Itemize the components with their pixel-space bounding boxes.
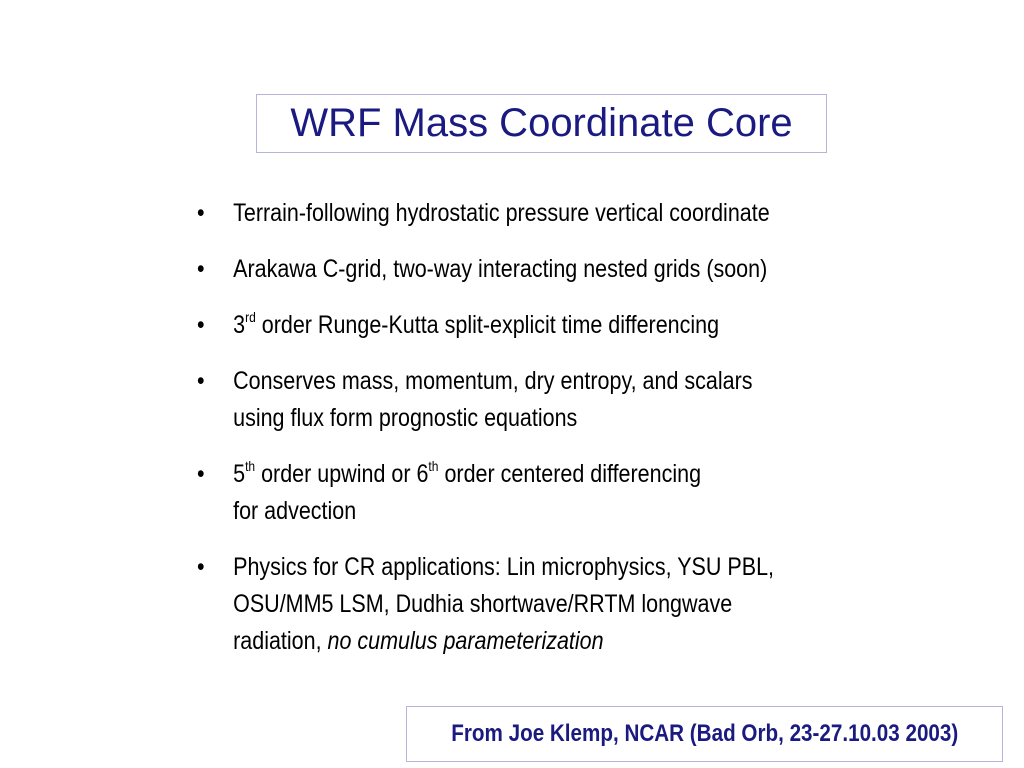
bullet-icon: •	[197, 199, 205, 227]
bullet-list	[197, 195, 816, 679]
bullet-icon: •	[197, 255, 205, 283]
slide-title: WRF Mass Coordinate Core	[290, 101, 793, 145]
item-text-c: order centered differencing	[438, 460, 702, 488]
list-item	[197, 456, 816, 530]
item-text-line-2: using flux form prognostic equations	[233, 404, 578, 432]
item-text-plain: radiation,	[233, 627, 328, 655]
item-text-line-1: Physics for CR applications: Lin microphysics, YSU PBL,	[233, 553, 775, 581]
item-text-pre: 3	[233, 311, 246, 339]
list-item	[197, 195, 816, 232]
bullet-icon: •	[197, 367, 205, 395]
item-text: Terrain-following hydrostatic pressure vertical coordinate	[233, 199, 770, 227]
list-item	[197, 549, 816, 660]
item-text-a: 5	[233, 460, 246, 488]
item-text-line-1: Conserves mass, momentum, dry entropy, and scalars	[233, 367, 753, 395]
item-text: Arakawa C-grid, two-way interacting nested grids (soon)	[233, 255, 768, 283]
footer-box	[406, 706, 1003, 762]
list-item	[197, 251, 816, 288]
item-text-line-1	[233, 456, 816, 493]
list-item	[197, 363, 816, 437]
ordinal-suffix: th	[245, 458, 256, 474]
item-text-line-3	[233, 623, 816, 660]
bullet-icon: •	[197, 553, 205, 581]
bullet-icon: •	[197, 311, 205, 339]
ordinal-suffix: th	[428, 458, 439, 474]
list-item	[197, 307, 816, 344]
source-credit: From Joe Klemp, NCAR (Bad Orb, 23-27.10.03 2003)	[450, 720, 958, 747]
item-text-italic: no cumulus parameterization	[327, 627, 604, 655]
item-text-b: order upwind or 6	[255, 460, 429, 488]
item-text-line-2: for advection	[233, 497, 357, 525]
title-box	[256, 94, 827, 153]
bullet-icon: •	[197, 460, 205, 488]
ordinal-suffix: rd	[245, 309, 256, 325]
item-text-line-2: OSU/MM5 LSM, Dudhia shortwave/RRTM longwave	[233, 590, 733, 618]
item-text-post: order Runge-Kutta split-explicit time differencing	[255, 311, 720, 339]
